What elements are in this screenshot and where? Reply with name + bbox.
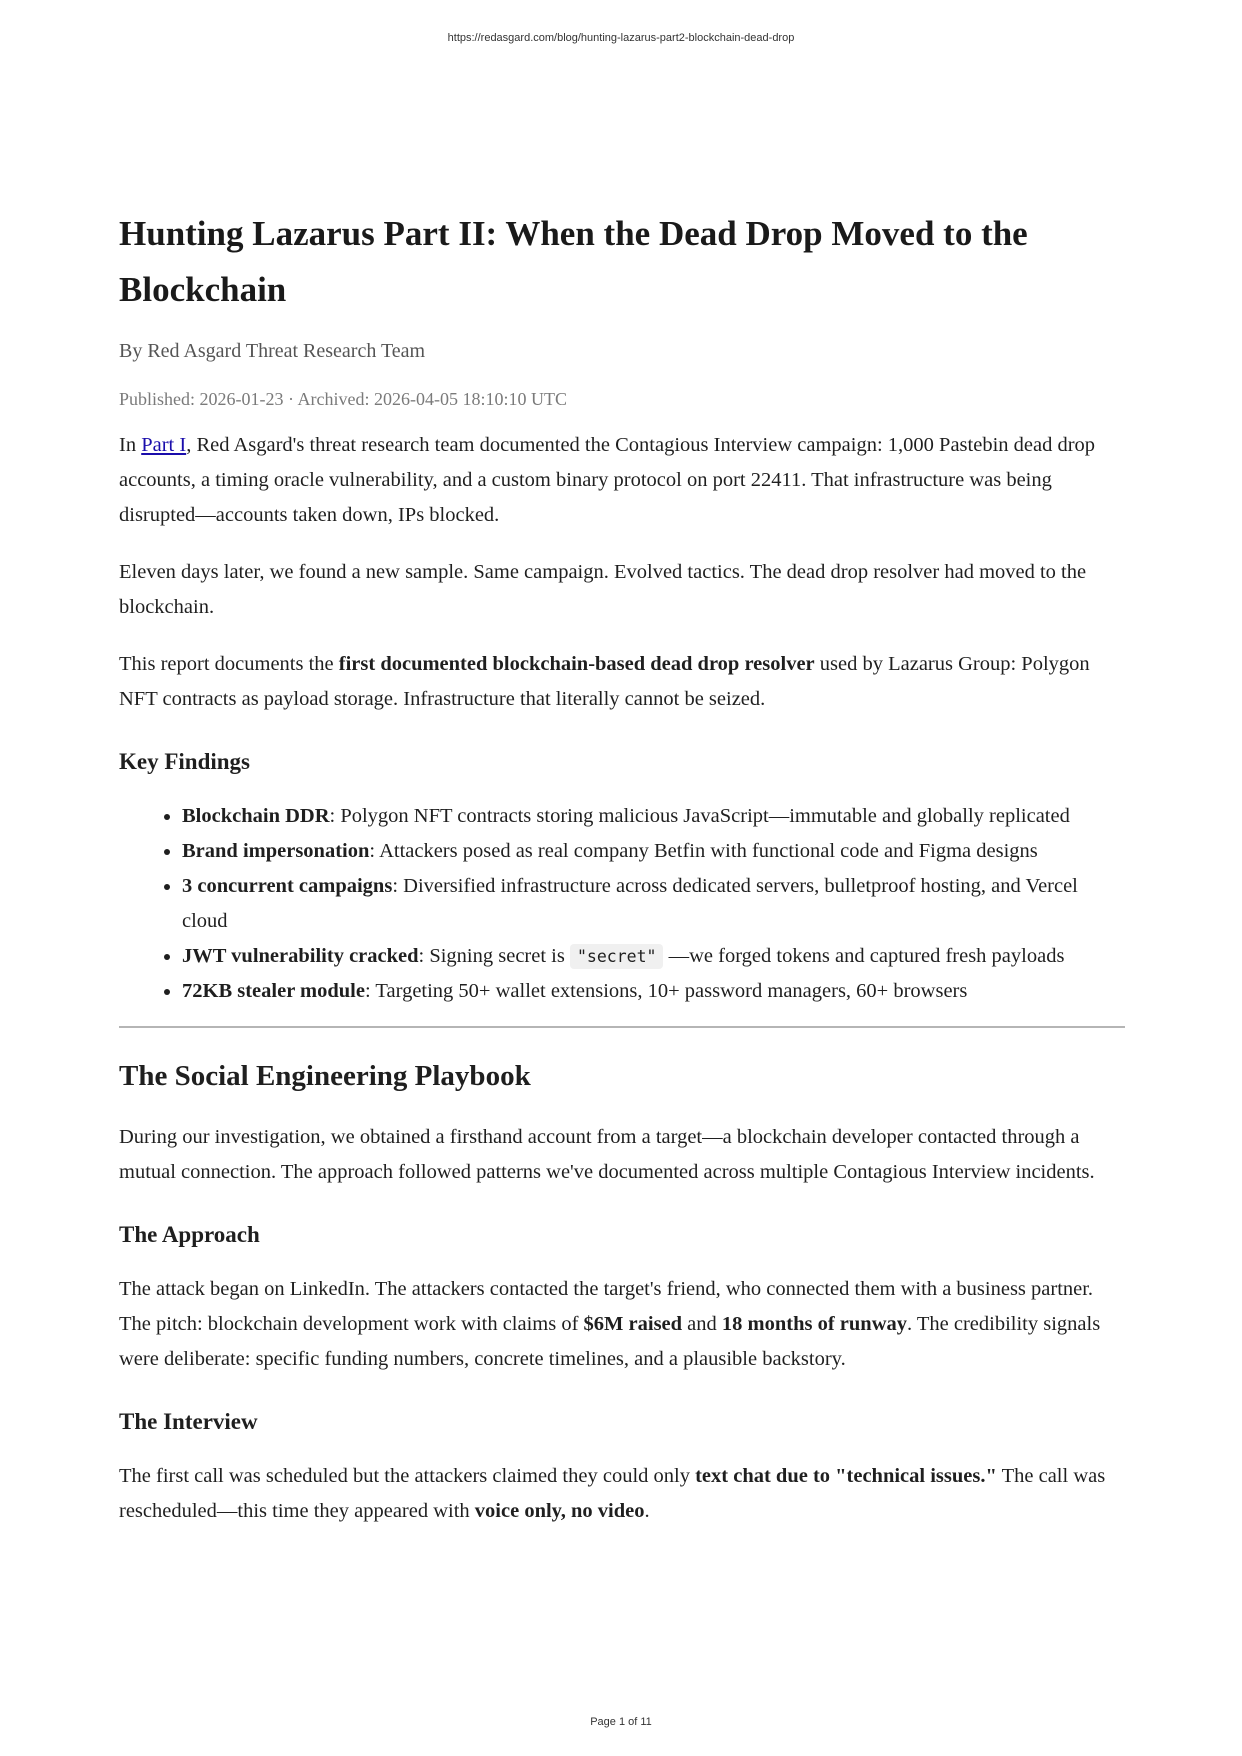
finding-item: • Blockchain DDR: Polygon NFT contracts storing malicious JavaScript—immutable and globally replicated	[182, 799, 1125, 834]
intro-paragraph-1: In Part I, Red Asgard's threat research team documented the Contagious Interview campaign: 1,000 Pastebin dead drop accounts, a timing oracle vulnerability, and a custom binary protocol on port 22411. That infrastructure was being disrupted—accounts taken down, IPs blocked.	[119, 434, 1096, 526]
approach-heading: The Approach	[119, 1222, 260, 1247]
article-title: Hunting Lazarus Part II: When the Dead Drop Moved to the Blockchain	[119, 214, 1028, 309]
section-intro-paragraph: During our investigation, we obtained a firsthand account from a target—a blockchain developer contacted through a mutual connection. The approach followed patterns we've documented across multiple Contagious Interview incidents.	[119, 1126, 1095, 1183]
page-url-header: https://redasgard.com/blog/hunting-lazarus-part2-blockchain-dead-drop	[447, 32, 795, 44]
finding-item: • 72KB stealer module: Targeting 50+ wallet extensions, 10+ password managers, 60+ browsers	[182, 974, 1125, 1009]
interview-heading: The Interview	[119, 1409, 258, 1434]
interview-paragraph: The first call was scheduled but the attackers claimed they could only text chat due to "technical issues." The call was rescheduled—this time they appeared with voice only, no video.	[119, 1465, 1106, 1522]
article	[119, 206, 1125, 1551]
key-findings-heading: Key Findings	[119, 749, 251, 774]
part-one-link[interactable]: Part I	[141, 434, 187, 456]
key-findings-list	[119, 799, 1125, 1009]
page-number: Page 1 of 11	[590, 1716, 652, 1728]
finding-item: • 3 concurrent campaigns: Diversified infrastructure across dedicated servers, bulletproof hosting, and Vercel cloud	[182, 869, 1125, 939]
publish-date: Published: 2026-01-23 · Archived: 2026-04-05 18:10:10 UTC	[119, 389, 567, 409]
highlight-text: first documented blockchain-based dead drop resolver	[338, 653, 815, 675]
inline-code: "secret"	[570, 944, 663, 969]
intro-paragraph-3: This report documents the first documented blockchain-based dead drop resolver used by Lazarus Group: Polygon NFT contracts as payload storage. Infrastructure that literally cannot be seized.	[119, 653, 1090, 710]
intro-paragraph-2: Eleven days later, we found a new sample. Same campaign. Evolved tactics. The dead drop resolver had moved to the blockchain.	[119, 561, 1087, 618]
finding-item: • JWT vulnerability cracked: Signing secret is "secret" —we forged tokens and captured fresh payloads	[182, 939, 1125, 974]
finding-item: • Brand impersonation: Attackers posed as real company Betfin with functional code and Figma designs	[182, 834, 1125, 869]
article-byline: By Red Asgard Threat Research Team	[119, 340, 426, 362]
section-divider	[119, 1026, 1125, 1028]
section-heading: The Social Engineering Playbook	[119, 1060, 531, 1092]
approach-paragraph: The attack began on LinkedIn. The attackers contacted the target's friend, who connected them with a business partner. The pitch: blockchain development work with claims of $6M raised and 18 months of runway. The credibility signals were deliberate: specific funding numbers, concrete timelines, and a plausible backstory.	[119, 1278, 1101, 1370]
